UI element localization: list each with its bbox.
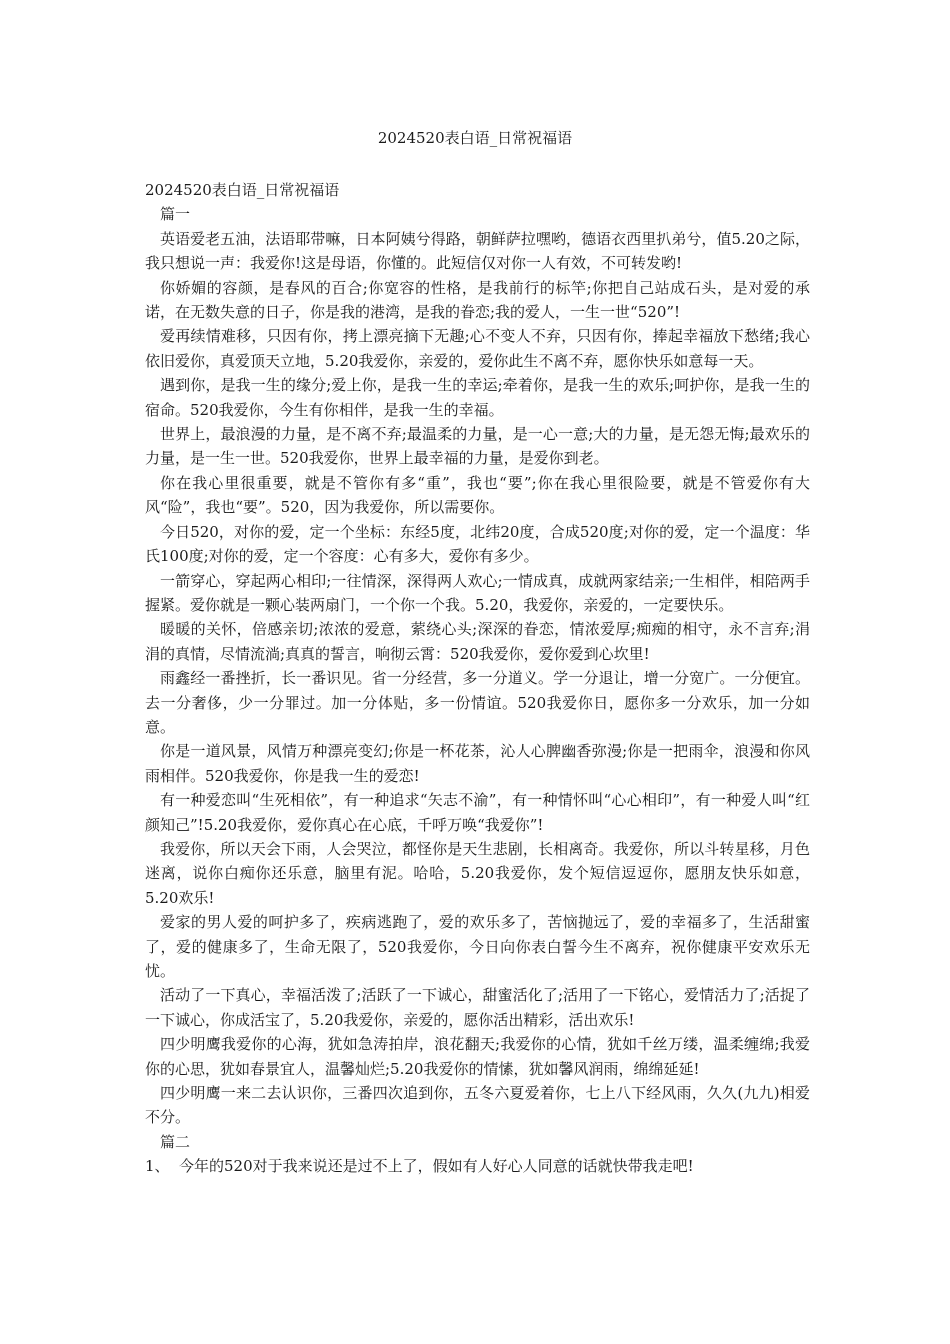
section-label-1: 篇一	[160, 205, 191, 224]
paragraph: 世界上，最浪漫的力量，是不离不弃;最温柔的力量，是一心一意;大的力量，是无怨无悔;最欢乐的力量，是一生一世。520我爱你，世界上最幸福的力量，是爱你到老。	[145, 425, 810, 468]
paragraph: 雨鑫经一番挫折，长一番识见。省一分经营，多一分道义。学一分退让，增一分宽广。一分便宜。去一分奢侈，少一分罪过。加一分体贴，多一份情谊。520我爱你日，愿你多一分欢乐，加一分如意。	[145, 669, 810, 736]
paragraph: 一箭穿心，穿起两心相印;一往情深，深得两人欢心;一情成真，成就两家结亲;一生相伴，相陪两手握紧。爱你就是一颗心装两扇门，一个你一个我。5.20，我爱你，亲爱的，一定要快乐。	[145, 571, 810, 614]
paragraph: 有一种爱恋叫“生死相依”，有一种追求“矢志不渝”，有一种情怀叫“心心相印”，有一种爱人叫“红颜知己”!5.20我爱你，爱你真心在心底，千呼万唤“我爱你”!	[145, 791, 810, 834]
paragraph: 四少明鹰我爱你的心海，犹如急涛拍岸，浪花翻天;我爱你的心情，犹如千丝万缕，温柔缠绵;我爱你的心思，犹如春景宜人，温馨灿烂;5.20我爱你的情愫，犹如馨风润雨，绵绵延延!	[145, 1035, 810, 1078]
document-title: 2024520表白语_日常祝福语	[377, 129, 573, 147]
paragraph: 你是一道风景，风情万种漂亮变幻;你是一杯花茶，沁人心脾幽香弥漫;你是一把雨伞，浪漫和你风雨相伴。520我爱你，你是我一生的爱恋!	[145, 742, 810, 785]
list-number: 1、	[145, 1157, 170, 1176]
list-text: 今年的520对于我来说还是过不上了，假如有人好心人同意的话就快带我走吧!	[179, 1157, 694, 1176]
heading: 2024520表白语_日常祝福语	[145, 181, 340, 199]
section-label-2: 篇二	[160, 1132, 191, 1151]
paragraph: 今日520，对你的爱，定一个坐标：东经5度，北纬20度，合成520度;对你的爱，定一个温度：华氏100度;对你的爱，定一个容度：心有多大，爱你有多少。	[145, 522, 810, 566]
paragraph: 我爱你，所以天会下雨，人会哭泣，都怪你是天生悲剧，长相离奇。我爱你，所以斗转星移，月色迷离，说你白痴你还乐意，脑里有泥。哈哈，5.20我爱你，发个短信逗逗你，愿朋友快乐如意，5.20欢乐!	[145, 839, 810, 907]
paragraph: 你娇媚的容颜，是春风的百合;你宽容的性格，是我前行的标竿;你把自己站成石头，是对爱的承诺，在无数失意的日子，你是我的港湾，是我的眷恋;我的爱人，一生一世“520”!	[145, 278, 810, 322]
list-item	[145, 1154, 810, 1178]
paragraph: 爱家的男人爱的呵护多了，疾病逃跑了，爱的欢乐多了，苦恼抛远了，爱的幸福多了，生活甜蜜了，爱的健康多了，生命无限了，520我爱你，今日向你表白誓今生不离弃，祝你健康平安欢乐无忧。	[145, 913, 810, 980]
paragraph: 活动了一下真心，幸福活泼了;活跃了一下诚心，甜蜜活化了;活用了一下铭心，爱情活力了;活捉了一下诚心，你成活宝了，5.20我爱你，亲爱的，愿你活出精彩，活出欢乐!	[145, 986, 810, 1029]
paragraph: 英语爱老五油，法语耶带嘛，日本阿姨兮得路，朝鲜萨拉嘿哟，德语衣西里扒弟兮，值5.20之际，我只想说一声：我爱你!这是母语，你懂的。此短信仅对你一人有效，不可转发哟!	[145, 229, 810, 273]
paragraph: 四少明鹰一来二去认识你，三番四次追到你，五冬六夏爱着你，七上八下经风雨，久久(九九)相爱不分。	[145, 1084, 810, 1127]
document-body	[145, 178, 810, 1179]
paragraph: 爱再续情难移，只因有你，拷上漂亮摘下无趣;心不变人不弃，只因有你，捧起幸福放下愁绪;我心依旧爱你，真爱顶天立地，5.20我爱你，亲爱的，爱你此生不离不弃，愿你快乐如意每一天。	[145, 327, 810, 370]
paragraph: 遇到你，是我一生的缘分;爱上你，是我一生的幸运;牵着你，是我一生的欢乐;呵护你，是我一生的宿命。520我爱你，今生有你相伴，是我一生的幸福。	[145, 376, 810, 419]
paragraph: 你在我心里很重要，就是不管你有多“重”，我也“要”;你在我心里很险要，就是不管爱你有大风“险”，我也“要”。520，因为我爱你，所以需要你。	[145, 473, 810, 517]
paragraph: 暖暖的关怀，倍感亲切;浓浓的爱意，萦绕心头;深深的眷恋，情浓爱厚;痴痴的相守，永不言弃;涓涓的真情，尽情流淌;真真的誓言，响彻云霄：520我爱你，爱你爱到心坎里!	[145, 620, 810, 663]
